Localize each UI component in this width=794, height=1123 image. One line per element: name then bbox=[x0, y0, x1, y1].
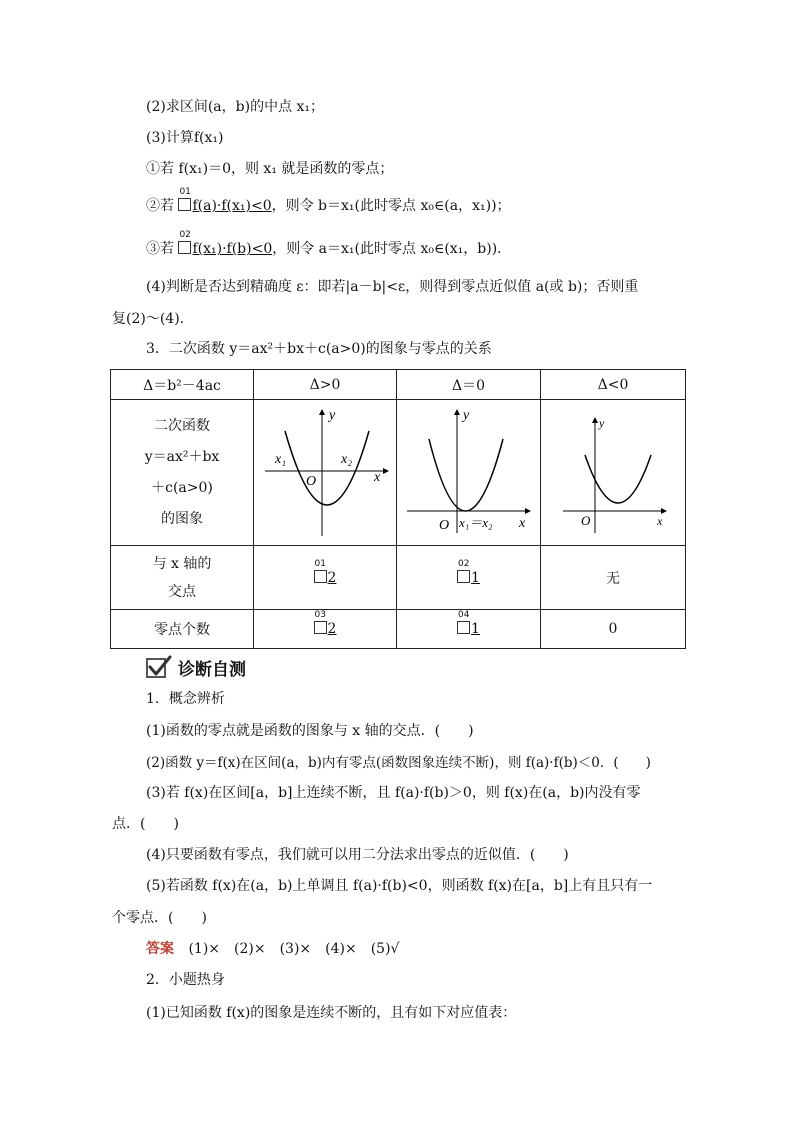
answer-blank-box: 01 bbox=[178, 198, 191, 211]
header-positive: Δ>0 bbox=[254, 370, 397, 400]
svg-text:x: x bbox=[657, 513, 663, 528]
svg-text:y: y bbox=[462, 407, 469, 423]
answer-blank-box: 04 bbox=[457, 621, 470, 634]
condition-underline: f(x₁)·f(b)<0 bbox=[192, 241, 273, 257]
q2-title: 2．小题热身 bbox=[146, 972, 225, 988]
svg-text:O: O bbox=[438, 517, 449, 533]
header-negative: Δ<0 bbox=[541, 370, 686, 400]
q1-item-3-cont: 点．( ) bbox=[112, 816, 179, 832]
count-label: 零点个数 bbox=[111, 610, 254, 649]
q2-item-1: (1)已知函数 f(x)的图象是连续不断的，且有如下对应值表： bbox=[146, 1005, 517, 1021]
count-one: 04 1 bbox=[397, 610, 541, 649]
quadratic-zero-table bbox=[110, 369, 686, 649]
count-two: 03 2 bbox=[254, 610, 397, 649]
q1-item-1: (1)函数的零点就是函数的图象与 x 轴的交点．( ) bbox=[146, 723, 474, 739]
step-3: (3)计算f(x₁) bbox=[146, 130, 224, 146]
svg-text:y: y bbox=[329, 407, 336, 423]
diagnosis-title: 诊断自测 bbox=[146, 654, 246, 680]
q1-title: 1．概念辨析 bbox=[146, 691, 225, 707]
q1-item-4: (4)只要函数有零点，我们就可以用二分法求出零点的近似值．( ) bbox=[146, 847, 569, 863]
step-4-line1: (4)判断是否达到精确度 ε：即若|a－b|<ε，则得到零点近似值 a(或 b)；否则重 bbox=[146, 279, 639, 295]
step-4-line2: 复(2)～(4)． bbox=[112, 311, 194, 327]
graph-no-root bbox=[541, 400, 686, 546]
case-2: ②若 01 f(a)·f(x₁)<0，则令 b＝x₁(此时零点 x₀∈(a，x₁))； bbox=[146, 187, 511, 214]
answer-blank-box: 02 bbox=[457, 570, 470, 583]
svg-text:x₁＝x₂: x₁＝x₂ bbox=[458, 514, 493, 530]
header-zero: Δ＝0 bbox=[397, 370, 541, 400]
answer-label: 答案 bbox=[146, 941, 174, 957]
checkbox-check-icon bbox=[146, 655, 172, 679]
svg-text:O: O bbox=[581, 512, 591, 528]
svg-text:O: O bbox=[306, 473, 317, 489]
svg-text:y: y bbox=[599, 415, 605, 430]
graph-one-root bbox=[397, 400, 541, 546]
svg-text:x: x bbox=[374, 469, 381, 485]
svg-text:x: x bbox=[518, 515, 525, 531]
answer-text: (1)× (2)× (3)× (4)× (5)√ bbox=[188, 941, 400, 957]
answer-blank-box: 03 bbox=[314, 621, 327, 634]
graph-row-label: 二次函数 y＝ax²＋bx ＋c(a>0) 的图象 bbox=[111, 400, 254, 546]
count-zero: 0 bbox=[541, 610, 686, 649]
intersect-label: 与 x 轴的 交点 bbox=[111, 546, 254, 610]
intersect-two: 01 2 bbox=[254, 546, 397, 610]
intersect-one: 02 1 bbox=[397, 546, 541, 610]
q1-item-2: (2)函数 y＝f(x)在区间(a，b)内有零点(函数图象连续不断)，则 f(a)·f(b)＜0．( ) bbox=[146, 755, 651, 771]
case-3: ③若 02 f(x₁)·f(b)<0，则令 a＝x₁(此时零点 x₀∈(x₁，b))． bbox=[146, 230, 512, 257]
graph-two-roots bbox=[254, 400, 397, 546]
parabola-one-root-graph bbox=[399, 401, 539, 541]
svg-text:x₁: x₁ bbox=[275, 451, 287, 467]
answer-blank-box: 02 bbox=[178, 241, 191, 254]
answer-line bbox=[146, 939, 399, 959]
answer-blank-box: 01 bbox=[314, 570, 327, 583]
section-3-title: 3．二次函数 y＝ax²＋bx＋c(a>0)的图象与零点的关系 bbox=[146, 341, 492, 357]
case-1: ①若 f(x₁)＝0，则 x₁ 就是函数的零点； bbox=[146, 161, 394, 177]
parabola-two-roots-graph bbox=[255, 401, 395, 541]
intersect-none: 无 bbox=[541, 546, 686, 610]
step-2: (2)求区间(a，b)的中点 x₁； bbox=[146, 99, 325, 115]
q1-item-5: (5)若函数 f(x)在(a，b)上单调且 f(a)·f(b)<0，则函数 f(x)在[a，b]上有且只有一 bbox=[146, 878, 653, 894]
q1-item-5-cont: 个零点．( ) bbox=[112, 910, 207, 926]
parabola-no-root-graph bbox=[543, 401, 683, 541]
header-discriminant: Δ＝b²－4ac bbox=[111, 370, 254, 400]
condition-underline: f(a)·f(x₁)<0 bbox=[192, 198, 272, 214]
q1-item-3: (3)若 f(x)在区间[a，b]上连续不断，且 f(a)·f(b)＞0，则 f(x)在(a，b)内没有零 bbox=[146, 785, 641, 801]
svg-text:x₂: x₂ bbox=[341, 451, 353, 467]
